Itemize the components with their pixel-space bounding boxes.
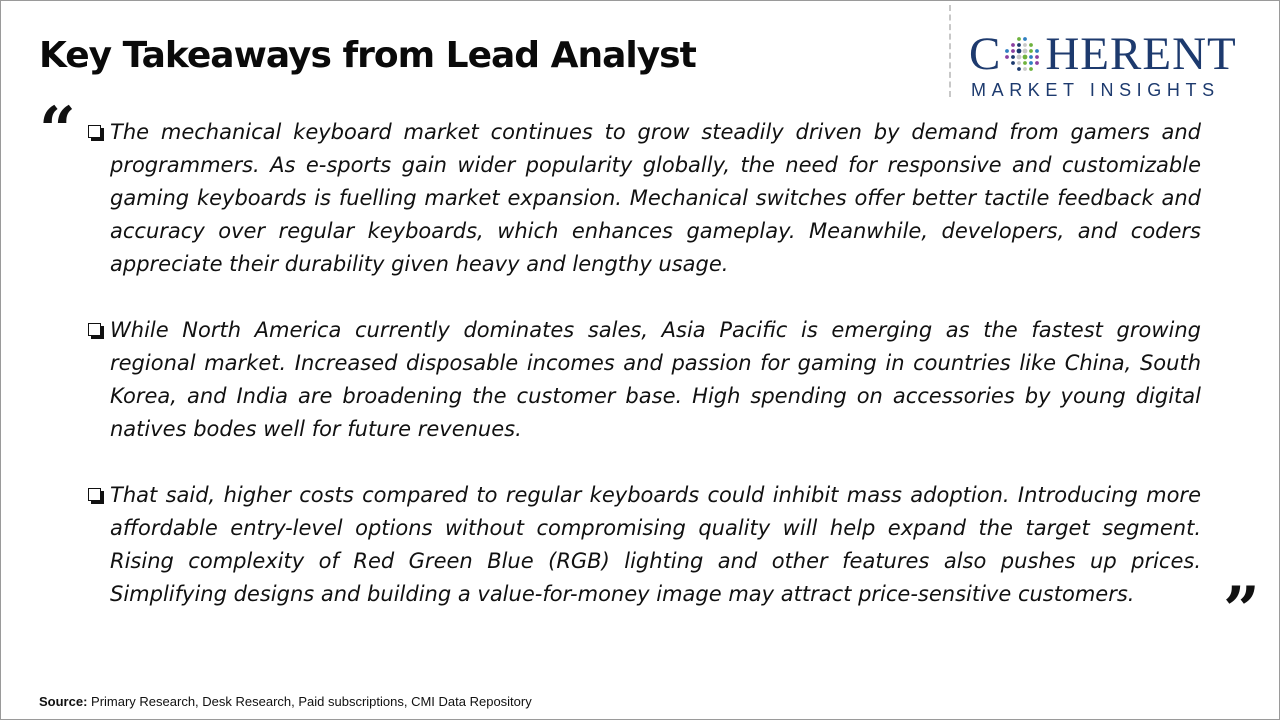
page-title: Key Takeaways from Lead Analyst: [39, 35, 696, 76]
logo-wordmark: [969, 28, 1261, 80]
takeaway-item-2: [85, 314, 1201, 446]
takeaway-text: That said, higher costs compared to regular keyboards could inhibit mass adoption. Introducing more affordable entry-level options without compromising quality will help expand the target segment. Rising complexity of Red Green Blue (RGB) lighting and other features also pushes up prices. Simplifying designs and building a value-for-money image may attract price-sensitive customers.: [110, 483, 1201, 606]
logo-letters-herent: HERENT: [1045, 28, 1237, 80]
globe-dots-icon: [1003, 35, 1043, 75]
company-logo: [969, 28, 1261, 101]
logo-tagline: MARKET INSIGHTS: [971, 80, 1220, 100]
source-note: [39, 694, 532, 709]
takeaways-list: [85, 116, 1201, 644]
takeaway-item-1: [85, 116, 1201, 281]
checkbox-bullet-icon: [88, 323, 101, 336]
header-divider: [949, 5, 951, 97]
checkbox-bullet-icon: [88, 125, 101, 138]
source-text: Primary Research, Desk Research, Paid subscriptions, CMI Data Repository: [87, 694, 532, 709]
source-label: Source:: [39, 694, 88, 709]
logo-letter-c: C: [969, 28, 1002, 80]
takeaway-item-3: [85, 479, 1201, 611]
checkbox-bullet-icon: [88, 488, 101, 501]
close-quote-icon: ”: [1223, 573, 1260, 648]
takeaway-text: While North America currently dominates sales, Asia Pacific is emerging as the fastest growing regional market. Increased disposable incomes and passion for gaming in countries like China, South Korea, and India are broadening the customer base. High spending on accessories by young digital natives bodes well for future revenues.: [110, 318, 1201, 441]
open-quote-icon: “: [39, 93, 76, 168]
takeaway-text: The mechanical keyboard market continues to grow steadily driven by demand from gamers and programmers. As e-sports gain wider popularity globally, the need for responsive and customizable gaming keyboards is fuelling market expansion. Mechanical switches offer better tactile feedback and accuracy over regular keyboards, which enhances gameplay. Meanwhile, developers, and coders appreciate their durability given heavy and lengthy usage.: [110, 120, 1201, 276]
